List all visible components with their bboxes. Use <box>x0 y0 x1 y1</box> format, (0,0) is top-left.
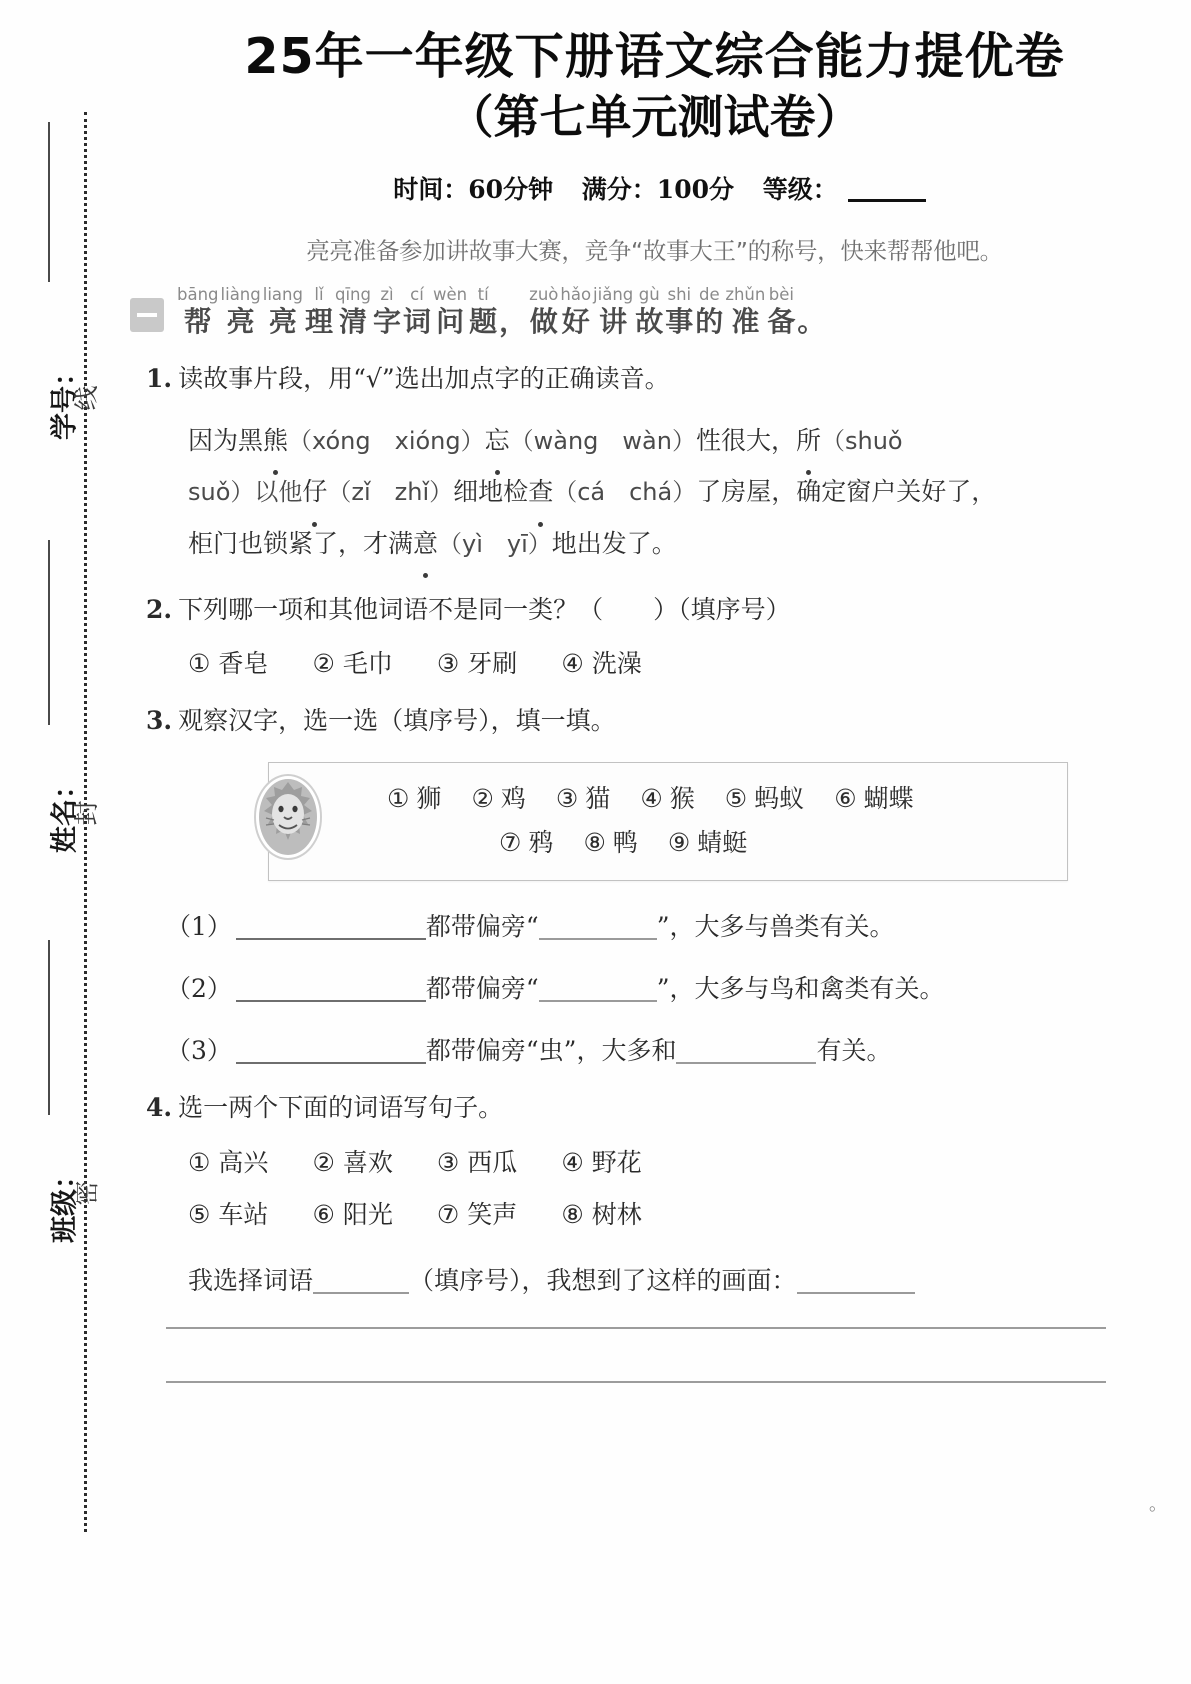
option-marker: ③ <box>555 783 579 813</box>
question-2-number: 2. <box>146 594 173 624</box>
option-word: 蜻蜓 <box>697 827 748 857</box>
ruby-pinyin: zuò <box>529 284 559 304</box>
ruby-hanzi: 词 <box>403 304 432 338</box>
sub-text: 都带偏旁“ <box>425 974 539 1004</box>
option-word: 树林 <box>591 1199 642 1229</box>
passage-seg: suǒ）以他 <box>188 478 303 507</box>
total-score-label: 满分：100分 <box>581 174 734 204</box>
ruby-pinyin: bèi <box>768 284 794 304</box>
ruby-pinyin: liang <box>262 284 303 304</box>
ruby-hanzi: 清 <box>338 304 367 338</box>
answer-blank[interactable] <box>313 1292 409 1294</box>
ruby-hanzi: 备 <box>767 304 796 338</box>
section-heading-ruby <box>176 286 826 338</box>
option-marker: ② <box>471 783 494 813</box>
exam-meta <box>118 170 1191 206</box>
sub-text: 都带偏旁“虫”，大多和 <box>425 1036 677 1066</box>
option-item[interactable] <box>556 777 610 821</box>
sub-number: （1） <box>166 912 232 942</box>
ruby-char <box>797 286 825 338</box>
student-name-label: 姓名： <box>49 772 81 853</box>
passage-seg: 细地检 <box>453 477 529 507</box>
ruby-hanzi: 做 <box>529 304 558 338</box>
seal-char-feng: 封 <box>72 800 101 826</box>
option-item[interactable] <box>561 644 641 680</box>
ruby-char <box>403 286 431 338</box>
ruby-char <box>560 286 591 338</box>
option-word: 西瓜 <box>467 1147 518 1177</box>
seal-char-mi: 密 <box>72 1180 101 1206</box>
question-3-number: 3. <box>146 706 173 736</box>
passage-seg: 了房屋，确定窗户关好了， <box>696 477 997 507</box>
option-marker: ④ <box>561 1147 584 1177</box>
page-subtitle: （第七单元测试卷） <box>447 89 862 144</box>
question-2-options <box>188 644 1191 680</box>
option-item[interactable] <box>437 1195 517 1231</box>
option-word: 鸡 <box>500 783 526 813</box>
pinyin-choice[interactable]: （yì yī） <box>438 529 552 558</box>
option-word: 猫 <box>585 783 611 813</box>
option-item[interactable] <box>387 777 441 821</box>
option-word: 阳光 <box>342 1199 393 1229</box>
ruby-hanzi: 题 <box>469 304 498 338</box>
student-id-label: 学号： <box>49 359 81 440</box>
seal-char-xian: 线 <box>72 385 101 411</box>
ruby-char <box>635 286 663 338</box>
ruby-pinyin: lǐ <box>314 284 324 304</box>
answer-prefix: 我选择词语 <box>188 1265 314 1295</box>
ruby-pinyin: zhǔn <box>725 284 766 304</box>
ruby-hanzi: ， <box>499 304 528 338</box>
option-marker: ⑦ <box>499 827 522 857</box>
answer-blank[interactable] <box>539 1000 657 1002</box>
option-item[interactable] <box>437 644 517 680</box>
question-3-sub-1 <box>166 907 1191 943</box>
option-marker: ⑥ <box>834 783 857 813</box>
pinyin-choice[interactable]: （wàng wàn） <box>509 427 696 456</box>
ruby-pinyin: hǎo <box>560 284 592 304</box>
ruby-char <box>725 286 765 338</box>
option-word: 猴 <box>669 783 695 813</box>
option-word: 高兴 <box>218 1147 269 1177</box>
ruby-hanzi: 亮 <box>226 304 255 338</box>
ruby-char <box>263 286 303 338</box>
tail-mark: 。 <box>1149 1494 1167 1515</box>
question-1 <box>146 360 1191 398</box>
answer-mid: （填序号），我想到了这样的画面： <box>409 1265 797 1295</box>
option-marker: ① <box>188 1147 211 1177</box>
exam-sheet <box>118 0 1191 1684</box>
option-marker: ⑨ <box>667 827 691 857</box>
sub-text: 都带偏旁“ <box>425 912 539 942</box>
answer-blank[interactable] <box>236 938 426 940</box>
option-marker: ② <box>312 649 335 679</box>
question-3-text: 观察汉字，选一选（填序号），填一填。 <box>178 706 616 736</box>
option-item[interactable] <box>312 644 392 680</box>
ruby-pinyin: shi <box>667 284 692 304</box>
ruby-char <box>177 286 219 338</box>
option-word: 笑声 <box>467 1199 518 1229</box>
ruby-hanzi: 准 <box>731 304 760 338</box>
sub-number: （3） <box>166 1036 232 1066</box>
question-1-number: 1. <box>146 363 173 393</box>
option-word: 鸭 <box>612 827 638 857</box>
option-item[interactable] <box>312 1195 392 1231</box>
time-label: 时间：60分钟 <box>393 174 554 204</box>
ruby-char <box>593 286 633 338</box>
ruby-pinyin: zì <box>380 284 394 304</box>
ruby-hanzi: 好 <box>561 304 590 338</box>
dotted-char-xiong: 熊 <box>263 415 288 466</box>
option-item[interactable] <box>561 1143 641 1179</box>
passage-line-2 <box>188 466 1148 517</box>
sub-number: （2） <box>166 974 232 1004</box>
option-word: 狮 <box>416 783 442 813</box>
option-marker: ③ <box>436 1147 460 1177</box>
sub-text: ”，大多与兽类有关。 <box>656 912 895 942</box>
ruby-pinyin: tí <box>477 284 489 304</box>
dotted-char-zi: 仔 <box>302 466 327 517</box>
option-word: 香皂 <box>218 649 269 679</box>
option-marker: ③ <box>436 649 460 679</box>
option-marker: ① <box>387 783 410 813</box>
ruby-char <box>499 286 527 338</box>
option-item[interactable] <box>471 777 525 821</box>
option-marker: ⑦ <box>436 1199 460 1229</box>
option-marker: ④ <box>640 783 663 813</box>
option-item[interactable] <box>312 1143 392 1179</box>
ruby-pinyin: bāng <box>177 284 219 304</box>
ruby-char <box>529 286 558 338</box>
question-4-options-row-2 <box>188 1195 1191 1231</box>
question-3-sub-3 <box>166 1031 1191 1067</box>
pinyin-choice[interactable]: （xóng xióng） <box>288 427 485 456</box>
pinyin-choice[interactable]: （zǐ zhǐ） <box>327 478 454 507</box>
option-word: 鸦 <box>528 827 554 857</box>
ruby-pinyin: gù <box>638 284 660 304</box>
answer-blank[interactable] <box>236 1000 426 1002</box>
passage-line-3 <box>188 518 1148 569</box>
ruby-char <box>335 286 371 338</box>
lead-in-text: 亮亮准备参加讲故事大赛，竞争“故事大王”的称号，快来帮帮他吧。 <box>306 236 1003 265</box>
ruby-char <box>305 286 333 338</box>
passage-seg: 因为黑 <box>188 426 264 456</box>
ruby-char <box>767 286 795 338</box>
ruby-pinyin: wèn <box>433 284 468 304</box>
dotted-char-wang: 忘 <box>485 415 510 466</box>
option-word: 野花 <box>591 1147 642 1177</box>
question-4-options-row-1 <box>188 1143 1191 1179</box>
grade-blank[interactable] <box>848 199 926 202</box>
seal-sidebar <box>0 0 118 1684</box>
ruby-hanzi: 问 <box>436 304 465 338</box>
option-item[interactable] <box>188 1143 268 1179</box>
sub-text: 有关。 <box>816 1036 892 1066</box>
option-word: 蝴蝶 <box>863 783 914 813</box>
question-2-text: 下列哪一项和其他词语不是同一类？（ ）（填序号） <box>178 594 791 624</box>
option-item[interactable] <box>725 777 804 821</box>
passage-seg: 柜门也锁紧了，才满 <box>188 528 414 558</box>
section-number-badge <box>130 298 164 332</box>
answer-write-line[interactable] <box>166 1327 1106 1329</box>
wordbank-row-2 <box>387 821 1049 865</box>
option-word: 喜欢 <box>342 1147 393 1177</box>
section-heading <box>130 286 1191 338</box>
ruby-char <box>373 286 401 338</box>
ruby-char <box>665 286 693 338</box>
option-marker: ④ <box>561 649 584 679</box>
student-class-rule <box>48 940 50 1115</box>
student-id-rule <box>48 122 50 282</box>
passage-seg: 地出发了。 <box>551 528 677 558</box>
option-item[interactable] <box>640 777 694 821</box>
question-4-number: 4. <box>146 1093 173 1123</box>
question-4 <box>146 1089 1191 1127</box>
option-word: 洗澡 <box>591 649 642 679</box>
option-item[interactable] <box>437 1143 517 1179</box>
ruby-char <box>469 286 497 338</box>
ruby-pinyin: cí <box>410 284 424 304</box>
grade-label: 等级： <box>762 174 838 204</box>
option-word: 车站 <box>218 1199 269 1229</box>
option-marker: ⑧ <box>583 827 606 857</box>
pinyin-choice[interactable]: （shuǒ <box>821 427 903 456</box>
answer-write-line[interactable] <box>166 1381 1106 1383</box>
option-word: 蚂蚁 <box>754 783 805 813</box>
answer-blank[interactable] <box>676 1062 816 1064</box>
answer-blank[interactable] <box>236 1062 426 1064</box>
answer-blank[interactable] <box>797 1292 915 1294</box>
ruby-hanzi: 亮 <box>268 304 297 338</box>
option-marker: ⑤ <box>724 783 748 813</box>
ruby-pinyin: de <box>698 284 720 304</box>
passage-seg: 性很大， <box>695 426 796 456</box>
ruby-hanzi: 的 <box>695 304 724 338</box>
option-marker: ⑥ <box>312 1199 335 1229</box>
ruby-hanzi: 故 <box>635 304 664 338</box>
dotted-char-cha: 查 <box>528 466 553 517</box>
option-marker: ② <box>312 1147 335 1177</box>
ruby-char <box>695 286 723 338</box>
option-word: 毛巾 <box>342 649 393 679</box>
question-4-text: 选一两个下面的词语写句子。 <box>178 1093 504 1123</box>
pinyin-choice[interactable]: （cá chá） <box>553 478 697 507</box>
option-item[interactable] <box>834 777 913 821</box>
question-1-text: 读故事片段，用“√”选出加点字的正确读音。 <box>178 363 670 393</box>
option-item[interactable] <box>668 821 747 865</box>
ruby-char <box>433 286 467 338</box>
ruby-hanzi: 字 <box>372 304 401 338</box>
option-item[interactable] <box>188 1195 268 1231</box>
question-3 <box>146 702 1191 740</box>
option-item[interactable] <box>499 821 553 865</box>
ruby-hanzi: 讲 <box>599 304 628 338</box>
option-marker: ⑧ <box>561 1199 584 1229</box>
question-2 <box>146 591 1191 629</box>
question-1-passage <box>188 415 1148 569</box>
ruby-pinyin: qīng <box>334 284 371 304</box>
option-item[interactable] <box>561 1195 641 1231</box>
student-name-rule <box>48 540 50 725</box>
option-marker: ⑤ <box>188 1199 211 1229</box>
ruby-hanzi: 事 <box>665 304 694 338</box>
ruby-char <box>221 286 261 338</box>
ruby-hanzi: 。 <box>797 304 826 338</box>
dotted-char-suo: 所 <box>796 415 821 466</box>
dotted-char-yi: 意 <box>413 518 438 569</box>
question-3-wordbank <box>268 762 1068 882</box>
option-word: 牙刷 <box>467 649 518 679</box>
passage-line-1 <box>188 415 1148 466</box>
option-item[interactable] <box>583 821 637 865</box>
sub-text: ”，大多与鸟和禽类有关。 <box>656 974 945 1004</box>
page-title: 25年一年级下册语文综合能力提优卷 <box>244 28 1065 85</box>
option-item[interactable] <box>188 644 268 680</box>
student-class-label: 班级： <box>49 1162 81 1243</box>
wordbank-box <box>268 762 1068 882</box>
ruby-pinyin: jiǎng <box>593 284 634 304</box>
lion-icon <box>246 770 330 864</box>
wordbank-row-1 <box>387 777 1049 821</box>
ruby-hanzi: 理 <box>304 304 333 338</box>
question-4-answer-sentence <box>188 1261 1191 1297</box>
ruby-hanzi: 帮 <box>183 304 212 338</box>
answer-blank[interactable] <box>539 938 657 940</box>
ruby-pinyin: liàng <box>220 284 261 304</box>
option-marker: ① <box>188 649 211 679</box>
question-3-sub-2 <box>166 969 1191 1005</box>
